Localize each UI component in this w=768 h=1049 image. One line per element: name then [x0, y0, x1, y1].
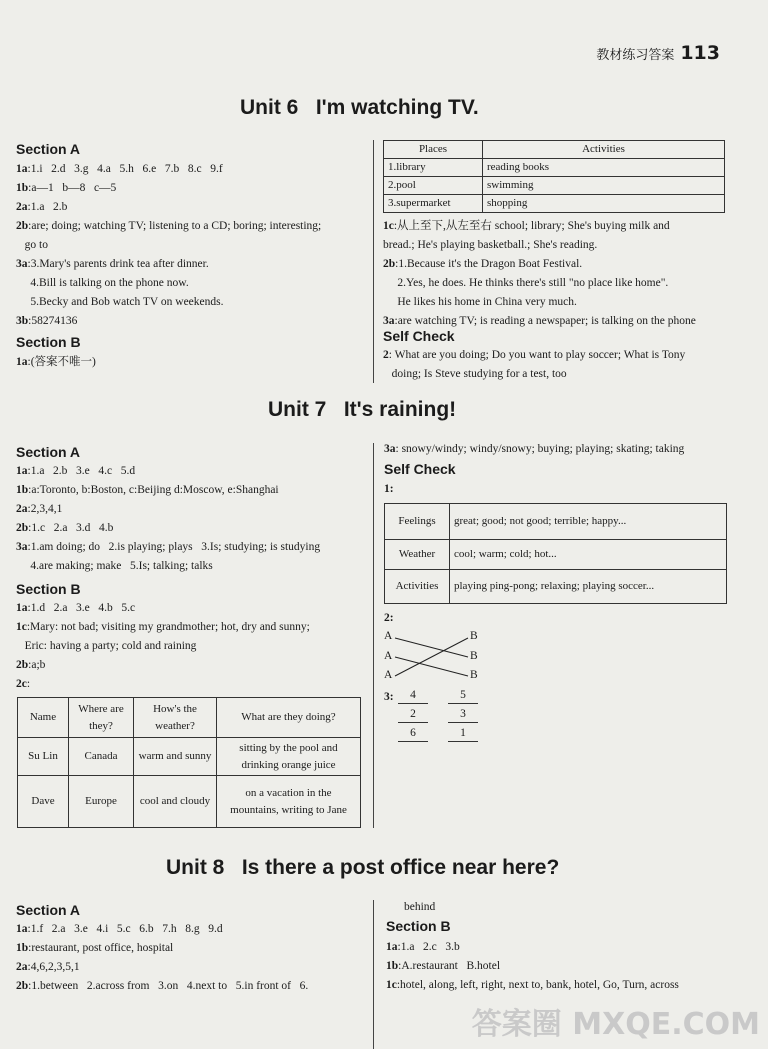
unit7-title: Unit 7 It's raining! — [268, 398, 457, 421]
match-right-b: B — [470, 669, 478, 681]
match-right-b: B — [470, 650, 478, 662]
table-cell: Su Lin — [18, 738, 69, 776]
self-check-1-label: 1: — [384, 483, 394, 495]
matching-lines — [384, 628, 484, 688]
unit8-section-a: Section A — [16, 902, 81, 918]
match-left-a: A — [384, 669, 393, 681]
answer-line: go to — [16, 239, 48, 251]
table-cell: reading books — [483, 159, 725, 177]
answer-line: 3b:58274136 — [16, 315, 78, 327]
match-right-b: B — [470, 630, 478, 642]
table-cell: great; good; not good; terrible; happy... — [450, 504, 727, 540]
answer-line: 2.Yes, he does. He thinks there's still "no place like home". — [383, 277, 669, 289]
answer-line: 2b:a;b — [16, 659, 46, 671]
table-cell: shopping — [483, 195, 725, 213]
answer-line: 2b:1.c 2.a 3.d 4.b — [16, 522, 114, 534]
unit8-right-answers — [386, 938, 726, 995]
answer-line: Eric: having a party; cold and raining — [16, 640, 197, 652]
unit6-self-check: Self Check — [383, 328, 455, 344]
table-cell: Activities — [385, 570, 450, 604]
answer-line: 1c:从上至下,从左至右 school; library; She's buying milk and — [383, 220, 670, 232]
unit8-section-b: Section B — [386, 918, 451, 934]
column-divider — [373, 900, 374, 1049]
column-divider — [373, 443, 374, 828]
unit6-left-answers — [16, 160, 368, 331]
table-cell: cool and cloudy — [134, 776, 217, 828]
answer-blank: 6 — [398, 726, 428, 742]
answer-line: bread.; He's playing basketball.; She's reading. — [383, 239, 598, 251]
table-cell: cool; warm; cold; hot... — [450, 540, 727, 570]
unit6-right-answers — [383, 217, 753, 331]
table-cell: Canada — [69, 738, 134, 776]
table-header: Where are they? — [69, 698, 134, 738]
answer-line: 2a:2,3,4,1 — [16, 503, 63, 515]
watermark-logo: 答案圈 MXQE.COM — [471, 1007, 760, 1042]
table-cell: warm and sunny — [134, 738, 217, 776]
unit7-section-b: Section B — [16, 581, 81, 597]
answer-line: 2b:1.Because it's the Dragon Boat Festival. — [383, 258, 583, 270]
table-cell: swimming — [483, 177, 725, 195]
answer-blank: 2 — [398, 707, 428, 723]
unit6-section-a: Section A — [16, 141, 81, 157]
answer-line: 1a:1.a 2.c 3.b — [386, 941, 460, 953]
answer-line: 1a:1.i 2.d 3.g 4.a 5.h 6.e 7.b 8.c 9.f — [16, 163, 223, 175]
header-title: 教材练习答案 — [596, 48, 675, 63]
answer-line: 2c: — [16, 678, 31, 690]
table-header: What are they doing? — [217, 698, 361, 738]
answer-line: 3a:are watching TV; is reading a newspaper; is talking on the phone — [383, 315, 696, 327]
table-cell: 2.pool — [384, 177, 483, 195]
page-header — [596, 42, 720, 64]
answer-line: 1a:1.f 2.a 3.e 4.i 5.c 6.b 7.h 8.g 9.d — [16, 923, 223, 935]
table-cell: playing ping-pong; relaxing; playing soccer... — [450, 570, 727, 604]
self-check-3-label: 3: — [384, 691, 394, 703]
answer-blank: 4 — [398, 688, 428, 704]
table-cell: sitting by the pool and drinking orange juice — [217, 738, 361, 776]
table-header: Name — [18, 698, 69, 738]
answer-blank: 1 — [448, 726, 478, 742]
answer-line: 1a:(答案不唯一) — [16, 356, 96, 368]
answer-line: 4.Bill is talking on the phone now. — [16, 277, 189, 289]
unit6-places-table — [383, 140, 725, 213]
self-check-2-label: 2: — [384, 612, 394, 624]
unit8-title: Unit 8 Is there a post office near here? — [166, 856, 560, 879]
unit7-self-check: Self Check — [384, 461, 456, 477]
column-divider — [373, 140, 374, 383]
answer-line: 1b:a—1 b—8 c—5 — [16, 182, 117, 194]
answer-line-continued: behind — [404, 901, 436, 913]
table-cell: Weather — [385, 540, 450, 570]
unit6-self-check-answers — [383, 346, 753, 384]
answer-line: 3a:3.Mary's parents drink tea after dinner. — [16, 258, 209, 270]
table-header: Activities — [483, 141, 725, 159]
unit7-weather-table — [17, 697, 361, 828]
answer-line: 4.are making; make 5.Is; talking; talks — [16, 560, 213, 572]
unit8-left-answers — [16, 920, 368, 996]
self-check-3-answers — [398, 688, 478, 745]
answer-line: 2b:are; doing; watching TV; listening to a CD; boring; interesting; — [16, 220, 322, 232]
unit6-section-b: Section B — [16, 334, 81, 350]
table-cell: on a vacation in the mountains, writing to Jane — [217, 776, 361, 828]
answer-blank: 5 — [448, 688, 478, 704]
table-header: Places — [384, 141, 483, 159]
answer-line: doing; Is Steve studying for a test, too — [383, 368, 567, 380]
table-cell: 3.supermarket — [384, 195, 483, 213]
table-header: How's the weather? — [134, 698, 217, 738]
answer-line: 1c:hotel, along, left, right, next to, bank, hotel, Go, Turn, across — [386, 979, 679, 991]
answer-line: 1c:Mary: not bad; visiting my grandmother; hot, dry and sunny; — [16, 621, 310, 633]
answer-line: 5.Becky and Bob watch TV on weekends. — [16, 296, 224, 308]
answer-line: 1a:1.d 2.a 3.e 4.b 5.c — [16, 602, 136, 614]
answer-line: 1a:1.a 2.b 3.e 4.c 5.d — [16, 465, 136, 477]
answer-line: 1b:A.restaurant B.hotel — [386, 960, 501, 972]
answer-line: 2a:1.a 2.b — [16, 201, 68, 213]
unit7-section-b-answers — [16, 599, 368, 694]
answer-line: 1b:a:Toronto, b:Boston, c:Beijing d:Moscow, e:Shanghai — [16, 484, 279, 496]
match-left-a: A — [384, 630, 393, 642]
unit7-self-check-table — [384, 503, 727, 604]
table-cell: 1.library — [384, 159, 483, 177]
answer-line: 2b:1.between 2.across from 3.on 4.next to 5.in front of 6. — [16, 980, 309, 992]
answer-blank: 3 — [448, 707, 478, 723]
unit7-section-a: Section A — [16, 444, 81, 460]
answer-line: He likes his home in China very much. — [383, 296, 577, 308]
table-cell: Europe — [69, 776, 134, 828]
table-cell: Feelings — [385, 504, 450, 540]
answer-line: 2: What are you doing; Do you want to play soccer; What is Tony — [383, 349, 686, 361]
answer-line: 3a: snowy/windy; windy/snowy; buying; playing; skating; taking — [384, 443, 685, 455]
matching-diagram — [384, 628, 484, 688]
match-left-a: A — [384, 650, 393, 662]
table-cell: Dave — [18, 776, 69, 828]
answer-line: 2a:4,6,2,3,5,1 — [16, 961, 80, 973]
answer-line: 3a:1.am doing; do 2.is playing; plays 3.Is; studying; is studying — [16, 541, 321, 553]
page-number: 113 — [680, 42, 720, 64]
unit6-title: Unit 6 I'm watching TV. — [240, 96, 479, 119]
answer-line: 1b:restaurant, post office, hospital — [16, 942, 174, 954]
unit7-section-a-answers — [16, 462, 368, 576]
